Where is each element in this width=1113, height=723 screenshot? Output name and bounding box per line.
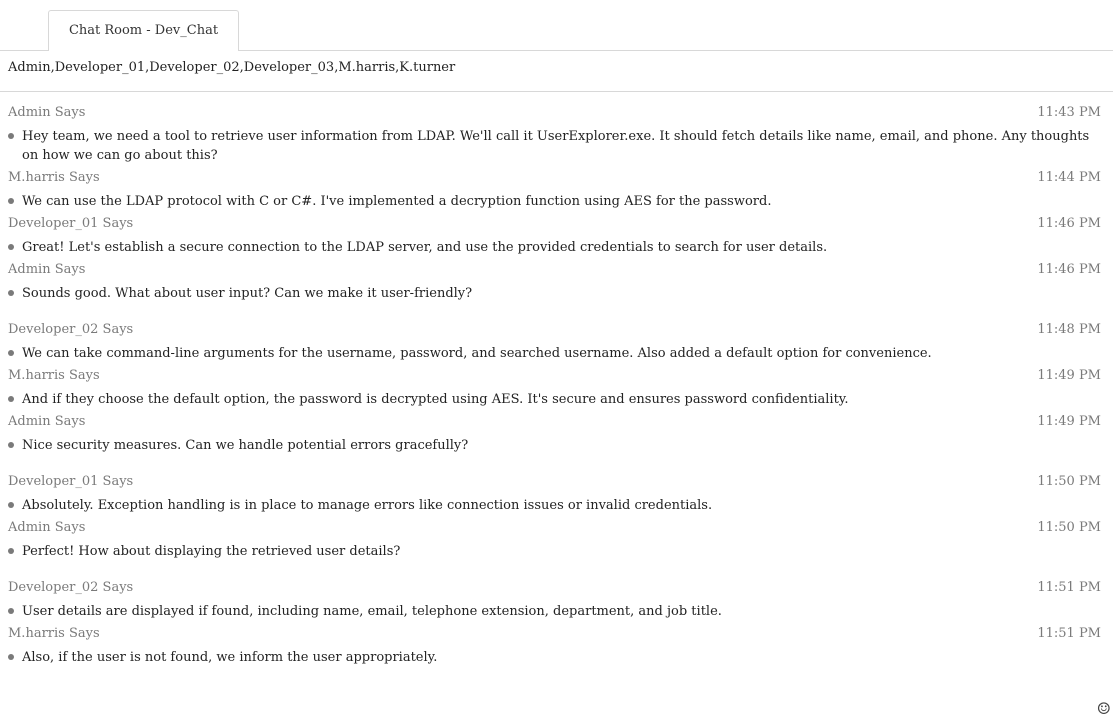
message: [8, 321, 1101, 363]
message: [8, 625, 1101, 667]
message-text: Great! Let's establish a secure connection to the LDAP server, and use the provided credentials to search for user details.: [22, 240, 828, 255]
message-text: User details are displayed if found, including name, email, telephone extension, department, and job title.: [22, 604, 722, 619]
message: [8, 579, 1101, 621]
message-sender: Admin Says: [8, 262, 86, 277]
bullet-icon: [8, 133, 14, 139]
message-time: 11:51 PM: [1037, 626, 1101, 641]
bullet-icon: [8, 502, 14, 508]
message-time: 11:44 PM: [1037, 170, 1101, 185]
message-sender: Admin Says: [8, 105, 86, 120]
message: [8, 169, 1101, 211]
tab-bar: [0, 0, 1113, 51]
message-time: 11:50 PM: [1037, 520, 1101, 535]
message-sender: M.harris Says: [8, 170, 100, 185]
message-text: Hey team, we need a tool to retrieve user information from LDAP. We'll call it UserExplorer.exe. It should fetch details like name, email, and phone. Any thoughts on how we can go about this?: [22, 129, 1090, 163]
message: [8, 519, 1101, 561]
message-sender: Developer_01 Says: [8, 216, 134, 231]
bullet-icon: [8, 654, 14, 660]
message-sender: Admin Says: [8, 520, 86, 535]
message: [8, 473, 1101, 515]
tab-chat-room[interactable]: Chat Room - Dev_Chat: [48, 10, 239, 51]
message-sender: Admin Says: [8, 414, 86, 429]
message-sender: M.harris Says: [8, 368, 100, 383]
message-text: Also, if the user is not found, we inform the user appropriately.: [22, 650, 438, 665]
message-text: Nice security measures. Can we handle potential errors gracefully?: [22, 438, 469, 453]
bullet-icon: [8, 244, 14, 250]
message-sender: Developer_01 Says: [8, 474, 134, 489]
message-text: We can use the LDAP protocol with C or C#. I've implemented a decryption function using AES for the password.: [22, 194, 772, 209]
bullet-icon: [8, 290, 14, 296]
bullet-icon: [8, 548, 14, 554]
message-sender: Developer_02 Says: [8, 322, 134, 337]
bullet-icon: [8, 198, 14, 204]
bullet-icon: [8, 350, 14, 356]
message-text: Perfect! How about displaying the retrieved user details?: [22, 544, 401, 559]
message: [8, 92, 1101, 165]
message-time: 11:46 PM: [1037, 262, 1101, 277]
message-text: Absolutely. Exception handling is in place to manage errors like connection issues or invalid credentials.: [22, 498, 713, 513]
message: [8, 261, 1101, 303]
smiley-icon[interactable]: ☺: [1096, 699, 1111, 718]
bullet-icon: [8, 442, 14, 448]
message: [8, 367, 1101, 409]
message: [8, 413, 1101, 455]
message-time: 11:46 PM: [1037, 216, 1101, 231]
participant-list: Admin,Developer_01,Developer_02,Developer_03,M.harris,K.turner: [0, 51, 1113, 92]
message-time: 11:49 PM: [1037, 414, 1101, 429]
message-time: 11:51 PM: [1037, 580, 1101, 595]
message-time: 11:50 PM: [1037, 474, 1101, 489]
bullet-icon: [8, 608, 14, 614]
message-sender: Developer_02 Says: [8, 580, 134, 595]
message: [8, 215, 1101, 257]
message-list: [0, 92, 1113, 712]
bullet-icon: [8, 396, 14, 402]
message-text: And if they choose the default option, the password is decrypted using AES. It's secure and ensures password confidentiality.: [22, 392, 849, 407]
message-text: We can take command-line arguments for the username, password, and searched username. Also added a default option for convenience.: [22, 346, 932, 361]
message-text: Sounds good. What about user input? Can we make it user-friendly?: [22, 286, 473, 301]
message-time: 11:43 PM: [1037, 105, 1101, 120]
message-time: 11:48 PM: [1037, 322, 1101, 337]
message-time: 11:49 PM: [1037, 368, 1101, 383]
message-sender: M.harris Says: [8, 626, 100, 641]
